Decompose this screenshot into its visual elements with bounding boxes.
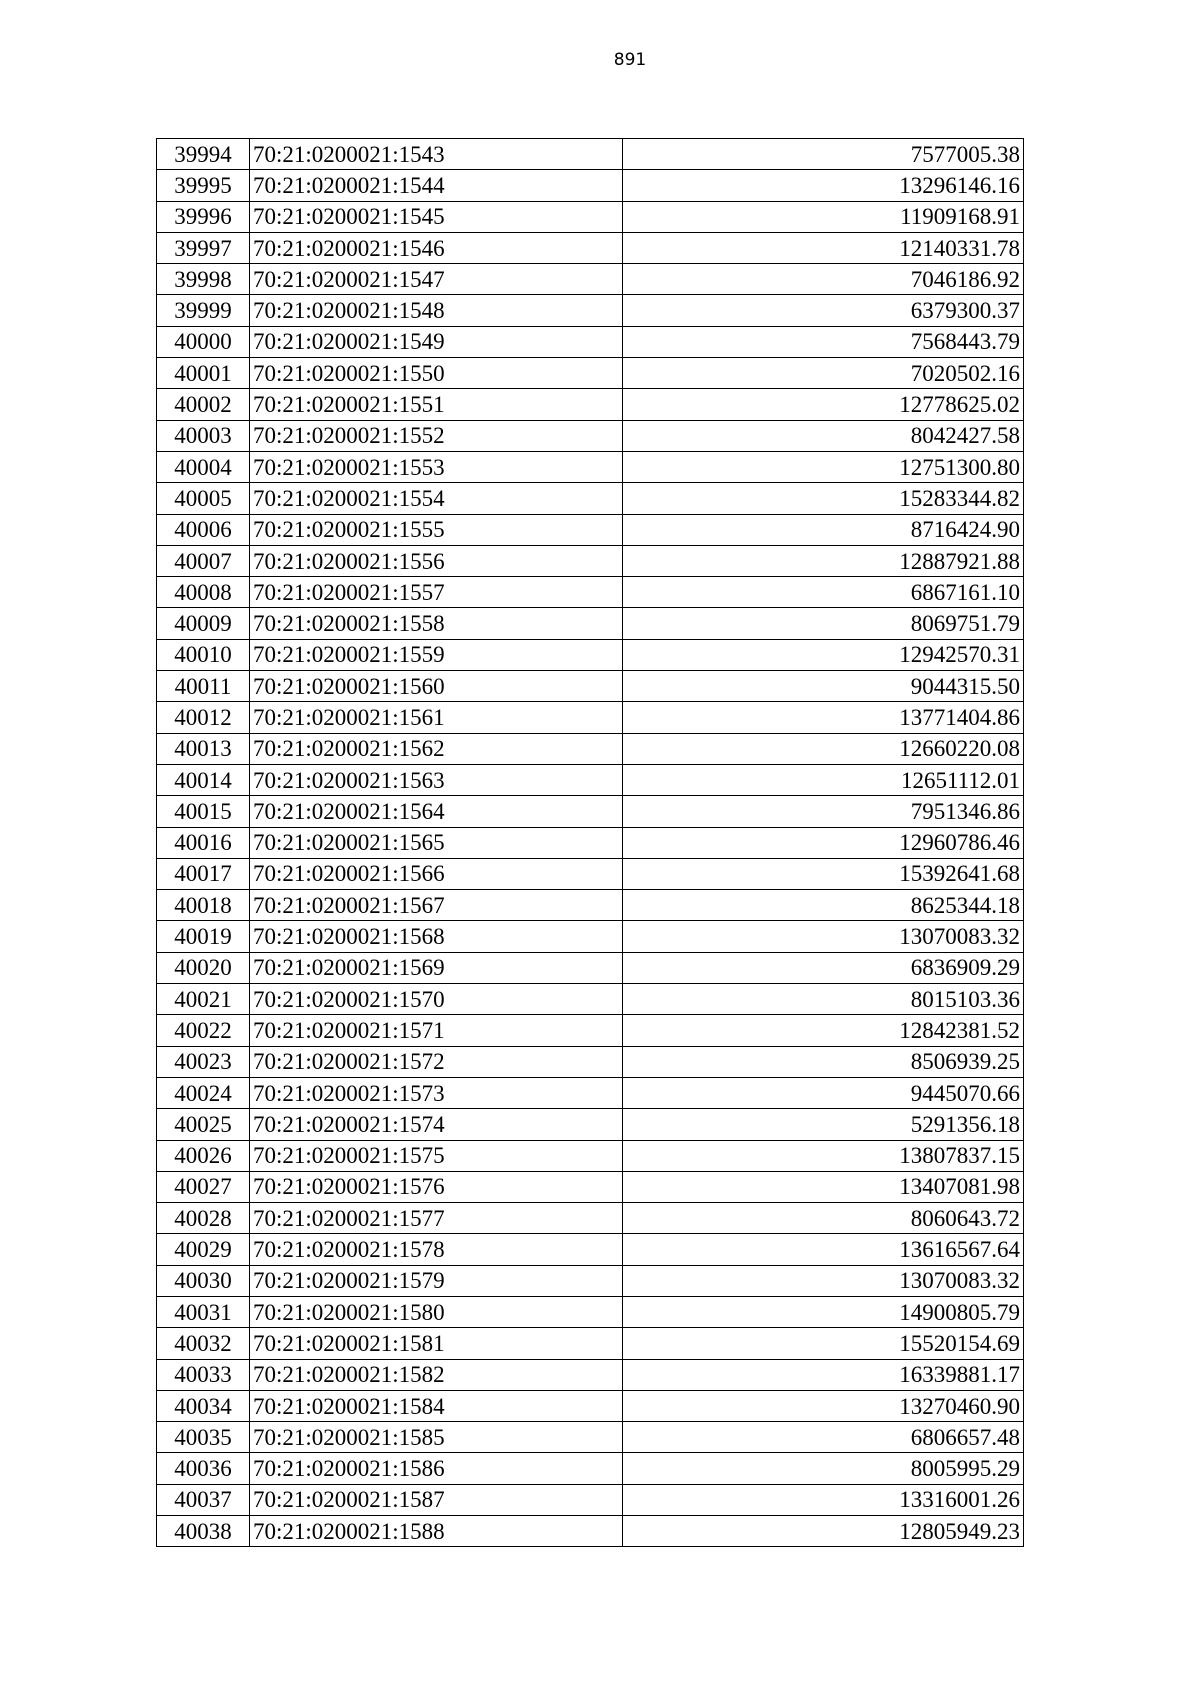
row-number-cell: 40030 <box>157 1265 250 1296</box>
value-cell: 13316001.26 <box>623 1484 1024 1515</box>
value-cell: 12942570.31 <box>623 639 1024 670</box>
value-cell: 8625344.18 <box>623 890 1024 921</box>
value-cell: 13771404.86 <box>623 702 1024 733</box>
cadastral-id-cell: 70:21:0200021:1553 <box>250 451 623 482</box>
table-row <box>157 639 1024 670</box>
cadastral-id-cell: 70:21:0200021:1576 <box>250 1171 623 1202</box>
row-number-cell: 40024 <box>157 1077 250 1108</box>
row-number-cell: 40037 <box>157 1484 250 1515</box>
row-number-cell: 39996 <box>157 201 250 232</box>
row-number-cell: 40032 <box>157 1328 250 1359</box>
row-number-cell: 40008 <box>157 577 250 608</box>
cadastral-id-cell: 70:21:0200021:1562 <box>250 733 623 764</box>
cadastral-id-cell: 70:21:0200021:1550 <box>250 358 623 389</box>
cadastral-id-cell: 70:21:0200021:1587 <box>250 1484 623 1515</box>
value-cell: 8506939.25 <box>623 1046 1024 1077</box>
value-cell: 8042427.58 <box>623 420 1024 451</box>
value-cell: 12140331.78 <box>623 232 1024 263</box>
value-cell: 5291356.18 <box>623 1109 1024 1140</box>
row-number-cell: 39994 <box>157 139 250 170</box>
row-number-cell: 40020 <box>157 952 250 983</box>
value-cell: 12960786.46 <box>623 827 1024 858</box>
value-cell: 7020502.16 <box>623 358 1024 389</box>
table-row <box>157 326 1024 357</box>
cadastral-id-cell: 70:21:0200021:1559 <box>250 639 623 670</box>
table-row <box>157 827 1024 858</box>
table-row <box>157 420 1024 451</box>
value-cell: 12751300.80 <box>623 451 1024 482</box>
value-cell: 8015103.36 <box>623 984 1024 1015</box>
table-row <box>157 451 1024 482</box>
table-row <box>157 1328 1024 1359</box>
cadastral-id-cell: 70:21:0200021:1575 <box>250 1140 623 1171</box>
page-number: 891 <box>613 50 647 70</box>
cadastral-id-cell: 70:21:0200021:1582 <box>250 1359 623 1390</box>
value-cell: 13070083.32 <box>623 921 1024 952</box>
cadastral-id-cell: 70:21:0200021:1570 <box>250 984 623 1015</box>
row-number-cell: 40016 <box>157 827 250 858</box>
value-cell: 6867161.10 <box>623 577 1024 608</box>
row-number-cell: 40028 <box>157 1203 250 1234</box>
cadastral-id-cell: 70:21:0200021:1566 <box>250 858 623 889</box>
row-number-cell: 40034 <box>157 1390 250 1421</box>
value-cell: 8069751.79 <box>623 608 1024 639</box>
value-cell: 12660220.08 <box>623 733 1024 764</box>
table-row <box>157 921 1024 952</box>
cadastral-id-cell: 70:21:0200021:1547 <box>250 264 623 295</box>
cadastral-id-cell: 70:21:0200021:1581 <box>250 1328 623 1359</box>
table-row <box>157 1140 1024 1171</box>
table-row <box>157 1046 1024 1077</box>
row-number-cell: 40003 <box>157 420 250 451</box>
row-number-cell: 40007 <box>157 545 250 576</box>
table-row <box>157 389 1024 420</box>
table-row <box>157 890 1024 921</box>
cadastral-id-cell: 70:21:0200021:1577 <box>250 1203 623 1234</box>
table-row <box>157 232 1024 263</box>
row-number-cell: 40031 <box>157 1296 250 1327</box>
row-number-cell: 40036 <box>157 1453 250 1484</box>
cadastral-id-cell: 70:21:0200021:1560 <box>250 671 623 702</box>
table-body <box>157 139 1024 1547</box>
value-cell: 12778625.02 <box>623 389 1024 420</box>
cadastral-id-cell: 70:21:0200021:1551 <box>250 389 623 420</box>
value-cell: 16339881.17 <box>623 1359 1024 1390</box>
value-cell: 7046186.92 <box>623 264 1024 295</box>
table-row <box>157 264 1024 295</box>
value-cell: 13807837.15 <box>623 1140 1024 1171</box>
row-number-cell: 40023 <box>157 1046 250 1077</box>
value-cell: 15283344.82 <box>623 483 1024 514</box>
table-row <box>157 514 1024 545</box>
cadastral-id-cell: 70:21:0200021:1580 <box>250 1296 623 1327</box>
cadastral-id-cell: 70:21:0200021:1548 <box>250 295 623 326</box>
row-number-cell: 40006 <box>157 514 250 545</box>
row-number-cell: 40005 <box>157 483 250 514</box>
cadastral-id-cell: 70:21:0200021:1545 <box>250 201 623 232</box>
table-row <box>157 764 1024 795</box>
row-number-cell: 40002 <box>157 389 250 420</box>
table-row <box>157 608 1024 639</box>
row-number-cell: 39995 <box>157 170 250 201</box>
value-cell: 11909168.91 <box>623 201 1024 232</box>
cadastral-id-cell: 70:21:0200021:1546 <box>250 232 623 263</box>
value-cell: 6806657.48 <box>623 1422 1024 1453</box>
table-row <box>157 545 1024 576</box>
row-number-cell: 39997 <box>157 232 250 263</box>
table-row <box>157 358 1024 389</box>
table-row <box>157 1359 1024 1390</box>
value-cell: 15392641.68 <box>623 858 1024 889</box>
row-number-cell: 40033 <box>157 1359 250 1390</box>
value-cell: 9044315.50 <box>623 671 1024 702</box>
row-number-cell: 39998 <box>157 264 250 295</box>
table-row <box>157 295 1024 326</box>
cadastral-id-cell: 70:21:0200021:1573 <box>250 1077 623 1108</box>
value-cell: 13070083.32 <box>623 1265 1024 1296</box>
value-cell: 7951346.86 <box>623 796 1024 827</box>
value-cell: 12805949.23 <box>623 1516 1024 1547</box>
cadastral-id-cell: 70:21:0200021:1552 <box>250 420 623 451</box>
value-cell: 15520154.69 <box>623 1328 1024 1359</box>
row-number-cell: 40000 <box>157 326 250 357</box>
table-row <box>157 1484 1024 1515</box>
value-cell: 9445070.66 <box>623 1077 1024 1108</box>
cadastral-id-cell: 70:21:0200021:1544 <box>250 170 623 201</box>
row-number-cell: 40009 <box>157 608 250 639</box>
value-cell: 8060643.72 <box>623 1203 1024 1234</box>
table-row <box>157 1109 1024 1140</box>
cadastral-id-cell: 70:21:0200021:1578 <box>250 1234 623 1265</box>
table-row <box>157 1453 1024 1484</box>
table-row <box>157 984 1024 1015</box>
row-number-cell: 40019 <box>157 921 250 952</box>
row-number-cell: 40001 <box>157 358 250 389</box>
table-row <box>157 1203 1024 1234</box>
table-row <box>157 1422 1024 1453</box>
table-row <box>157 1234 1024 1265</box>
row-number-cell: 40014 <box>157 764 250 795</box>
value-cell: 12651112.01 <box>623 764 1024 795</box>
cadastral-id-cell: 70:21:0200021:1565 <box>250 827 623 858</box>
value-cell: 13270460.90 <box>623 1390 1024 1421</box>
table-row <box>157 1516 1024 1547</box>
cadastral-id-cell: 70:21:0200021:1561 <box>250 702 623 733</box>
table-row <box>157 1015 1024 1046</box>
row-number-cell: 40022 <box>157 1015 250 1046</box>
cadastral-id-cell: 70:21:0200021:1588 <box>250 1516 623 1547</box>
table-row <box>157 1077 1024 1108</box>
cadastral-id-cell: 70:21:0200021:1585 <box>250 1422 623 1453</box>
table-row <box>157 1296 1024 1327</box>
table-row <box>157 1265 1024 1296</box>
table-row <box>157 1171 1024 1202</box>
table-row <box>157 170 1024 201</box>
cadastral-id-cell: 70:21:0200021:1574 <box>250 1109 623 1140</box>
table-row <box>157 858 1024 889</box>
value-cell: 14900805.79 <box>623 1296 1024 1327</box>
value-cell: 12887921.88 <box>623 545 1024 576</box>
row-number-cell: 40010 <box>157 639 250 670</box>
table-row <box>157 733 1024 764</box>
cadastral-id-cell: 70:21:0200021:1555 <box>250 514 623 545</box>
cadastral-id-cell: 70:21:0200021:1586 <box>250 1453 623 1484</box>
cadastral-id-cell: 70:21:0200021:1556 <box>250 545 623 576</box>
row-number-cell: 40013 <box>157 733 250 764</box>
row-number-cell: 40017 <box>157 858 250 889</box>
row-number-cell: 40029 <box>157 1234 250 1265</box>
cadastral-id-cell: 70:21:0200021:1568 <box>250 921 623 952</box>
value-cell: 6379300.37 <box>623 295 1024 326</box>
row-number-cell: 40021 <box>157 984 250 1015</box>
table-row <box>157 671 1024 702</box>
row-number-cell: 40025 <box>157 1109 250 1140</box>
value-cell: 7568443.79 <box>623 326 1024 357</box>
row-number-cell: 40004 <box>157 451 250 482</box>
cadastral-id-cell: 70:21:0200021:1572 <box>250 1046 623 1077</box>
table-row <box>157 796 1024 827</box>
value-cell: 7577005.38 <box>623 139 1024 170</box>
row-number-cell: 40012 <box>157 702 250 733</box>
value-cell: 8005995.29 <box>623 1453 1024 1484</box>
row-number-cell: 40038 <box>157 1516 250 1547</box>
row-number-cell: 40027 <box>157 1171 250 1202</box>
row-number-cell: 40018 <box>157 890 250 921</box>
row-number-cell: 40015 <box>157 796 250 827</box>
data-table <box>156 138 1024 1547</box>
table-row <box>157 1390 1024 1421</box>
row-number-cell: 40026 <box>157 1140 250 1171</box>
table-row <box>157 483 1024 514</box>
cadastral-id-cell: 70:21:0200021:1584 <box>250 1390 623 1421</box>
value-cell: 12842381.52 <box>623 1015 1024 1046</box>
cadastral-id-cell: 70:21:0200021:1571 <box>250 1015 623 1046</box>
value-cell: 13616567.64 <box>623 1234 1024 1265</box>
cadastral-id-cell: 70:21:0200021:1549 <box>250 326 623 357</box>
cadastral-id-cell: 70:21:0200021:1569 <box>250 952 623 983</box>
table-row <box>157 139 1024 170</box>
cadastral-id-cell: 70:21:0200021:1557 <box>250 577 623 608</box>
cadastral-id-cell: 70:21:0200021:1567 <box>250 890 623 921</box>
table-row <box>157 702 1024 733</box>
table-row <box>157 201 1024 232</box>
cadastral-id-cell: 70:21:0200021:1564 <box>250 796 623 827</box>
cadastral-id-cell: 70:21:0200021:1558 <box>250 608 623 639</box>
table-row <box>157 952 1024 983</box>
value-cell: 6836909.29 <box>623 952 1024 983</box>
value-cell: 13296146.16 <box>623 170 1024 201</box>
cadastral-id-cell: 70:21:0200021:1554 <box>250 483 623 514</box>
row-number-cell: 39999 <box>157 295 250 326</box>
cadastral-id-cell: 70:21:0200021:1543 <box>250 139 623 170</box>
value-cell: 13407081.98 <box>623 1171 1024 1202</box>
cadastral-id-cell: 70:21:0200021:1579 <box>250 1265 623 1296</box>
row-number-cell: 40011 <box>157 671 250 702</box>
table-row <box>157 577 1024 608</box>
row-number-cell: 40035 <box>157 1422 250 1453</box>
value-cell: 8716424.90 <box>623 514 1024 545</box>
cadastral-id-cell: 70:21:0200021:1563 <box>250 764 623 795</box>
